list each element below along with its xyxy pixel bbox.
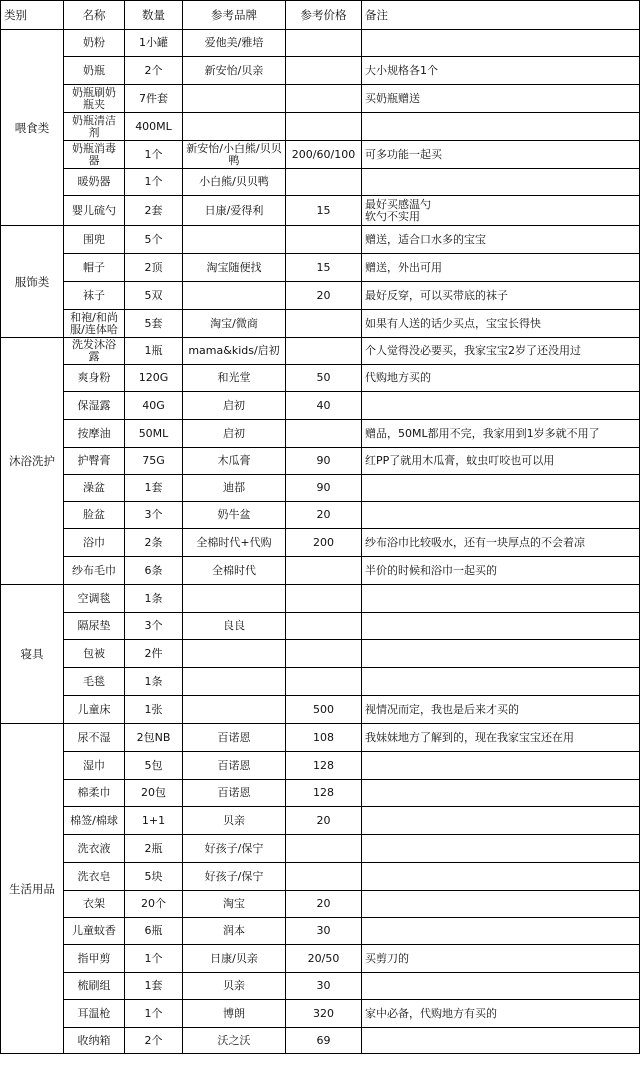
category-cell: 寝具 xyxy=(1,585,64,724)
item-brand: 爱他美/雅培 xyxy=(183,30,286,57)
item-quantity: 5块 xyxy=(125,863,183,891)
item-brand: 淘宝 xyxy=(183,891,286,918)
table-row xyxy=(1,668,640,696)
item-brand: 木瓜膏 xyxy=(183,448,286,475)
item-name: 和袍/和尚服/连体哈 xyxy=(64,310,125,338)
item-note xyxy=(362,918,640,945)
item-price: 90 xyxy=(286,448,362,475)
item-price: 20 xyxy=(286,891,362,918)
item-name: 梳刷组 xyxy=(64,973,125,1000)
table-row xyxy=(1,891,640,918)
item-brand xyxy=(183,113,286,141)
item-brand xyxy=(183,640,286,668)
item-price: 30 xyxy=(286,973,362,1000)
item-brand: 小白熊/贝贝鸭 xyxy=(183,169,286,196)
item-price: 15 xyxy=(286,254,362,282)
item-brand: 启初 xyxy=(183,392,286,420)
item-price: 20 xyxy=(286,502,362,529)
item-brand: 润本 xyxy=(183,918,286,945)
item-name: 隔尿垫 xyxy=(64,613,125,640)
item-price xyxy=(286,640,362,668)
item-brand: 贝亲 xyxy=(183,973,286,1000)
item-price xyxy=(286,226,362,254)
table-row xyxy=(1,613,640,640)
item-quantity: 1套 xyxy=(125,475,183,502)
item-brand: 淘宝随便找 xyxy=(183,254,286,282)
table-row xyxy=(1,835,640,863)
table-row xyxy=(1,365,640,392)
item-price: 50 xyxy=(286,365,362,392)
table-row xyxy=(1,945,640,973)
item-name: 包被 xyxy=(64,640,125,668)
item-price xyxy=(286,113,362,141)
item-price: 128 xyxy=(286,752,362,780)
table-row xyxy=(1,696,640,724)
item-brand: 和光堂 xyxy=(183,365,286,392)
item-quantity: 75G xyxy=(125,448,183,475)
item-name: 奶瓶刷奶瓶夹 xyxy=(64,85,125,113)
item-brand xyxy=(183,85,286,113)
item-note: 纱布浴巾比较吸水，还有一块厚点的不会着凉 xyxy=(362,529,640,557)
item-quantity: 1个 xyxy=(125,945,183,973)
item-name: 洗衣液 xyxy=(64,835,125,863)
table-row xyxy=(1,254,640,282)
item-quantity: 3个 xyxy=(125,613,183,640)
item-quantity: 1张 xyxy=(125,696,183,724)
item-price: 69 xyxy=(286,1028,362,1054)
item-name: 浴巾 xyxy=(64,529,125,557)
item-note: 最好反穿，可以买带底的袜子 xyxy=(362,282,640,310)
item-quantity: 5双 xyxy=(125,282,183,310)
item-name: 袜子 xyxy=(64,282,125,310)
item-brand: 好孩子/保宁 xyxy=(183,863,286,891)
header-brand: 参考品牌 xyxy=(183,1,286,30)
item-quantity: 20个 xyxy=(125,891,183,918)
item-price: 320 xyxy=(286,1000,362,1028)
item-name: 毛毯 xyxy=(64,668,125,696)
item-price: 20 xyxy=(286,282,362,310)
item-note: 可多功能一起买 xyxy=(362,141,640,169)
item-quantity: 2瓶 xyxy=(125,835,183,863)
table-row xyxy=(1,392,640,420)
item-quantity: 1条 xyxy=(125,668,183,696)
item-price: 20 xyxy=(286,807,362,835)
item-price xyxy=(286,557,362,585)
item-brand: 博朗 xyxy=(183,1000,286,1028)
item-quantity: 1个 xyxy=(125,141,183,169)
item-name: 奶瓶清洁剂 xyxy=(64,113,125,141)
table-row xyxy=(1,807,640,835)
item-quantity: 1个 xyxy=(125,169,183,196)
table-row xyxy=(1,529,640,557)
item-brand: 好孩子/保宁 xyxy=(183,835,286,863)
item-quantity: 1个 xyxy=(125,1000,183,1028)
item-brand xyxy=(183,585,286,613)
item-note xyxy=(362,30,640,57)
item-quantity: 2条 xyxy=(125,529,183,557)
table-row xyxy=(1,585,640,613)
table-row xyxy=(1,475,640,502)
item-note xyxy=(362,973,640,1000)
header-name: 名称 xyxy=(64,1,125,30)
table-row xyxy=(1,113,640,141)
item-name: 保湿露 xyxy=(64,392,125,420)
item-name: 收纳箱 xyxy=(64,1028,125,1054)
item-note: 赠送，适合口水多的宝宝 xyxy=(362,226,640,254)
item-note xyxy=(362,640,640,668)
table-row xyxy=(1,196,640,226)
table-body xyxy=(1,1,640,1054)
item-price: 90 xyxy=(286,475,362,502)
table-row xyxy=(1,1028,640,1054)
item-quantity: 50ML xyxy=(125,420,183,448)
item-brand: 淘宝/微商 xyxy=(183,310,286,338)
item-price: 500 xyxy=(286,696,362,724)
item-brand: 沃之沃 xyxy=(183,1028,286,1054)
item-quantity: 1套 xyxy=(125,973,183,1000)
item-price: 40 xyxy=(286,392,362,420)
table-row xyxy=(1,338,640,365)
item-name: 脸盆 xyxy=(64,502,125,529)
item-note xyxy=(362,392,640,420)
header-quantity: 数量 xyxy=(125,1,183,30)
item-note: 买奶瓶赠送 xyxy=(362,85,640,113)
category-cell: 生活用品 xyxy=(1,724,64,1054)
table-row xyxy=(1,282,640,310)
category-cell: 沐浴洗护 xyxy=(1,338,64,585)
item-price xyxy=(286,57,362,85)
item-price xyxy=(286,668,362,696)
item-quantity: 400ML xyxy=(125,113,183,141)
table-row xyxy=(1,863,640,891)
item-price: 20/50 xyxy=(286,945,362,973)
item-note xyxy=(362,169,640,196)
item-note: 买剪刀的 xyxy=(362,945,640,973)
item-name: 尿不湿 xyxy=(64,724,125,752)
item-note xyxy=(362,807,640,835)
item-quantity: 5包 xyxy=(125,752,183,780)
item-note xyxy=(362,835,640,863)
item-price xyxy=(286,585,362,613)
item-note: 最好买感温勺 软勺不实用 xyxy=(362,196,640,226)
item-quantity: 1+1 xyxy=(125,807,183,835)
item-brand: 贝亲 xyxy=(183,807,286,835)
item-name: 奶瓶消毒器 xyxy=(64,141,125,169)
item-note xyxy=(362,475,640,502)
item-brand: 良良 xyxy=(183,613,286,640)
item-brand: mama&kids/启初 xyxy=(183,338,286,365)
item-price: 15 xyxy=(286,196,362,226)
item-brand: 日康/爱得利 xyxy=(183,196,286,226)
item-price xyxy=(286,420,362,448)
item-name: 纱布毛巾 xyxy=(64,557,125,585)
table-row xyxy=(1,724,640,752)
header-category: 类别 xyxy=(1,1,64,30)
item-note xyxy=(362,863,640,891)
item-note xyxy=(362,502,640,529)
item-name: 衣架 xyxy=(64,891,125,918)
item-price: 200 xyxy=(286,529,362,557)
item-quantity: 2件 xyxy=(125,640,183,668)
table-row xyxy=(1,310,640,338)
item-brand: 奶牛盆 xyxy=(183,502,286,529)
item-note xyxy=(362,585,640,613)
item-note xyxy=(362,891,640,918)
item-brand: 百诺恩 xyxy=(183,780,286,807)
table-row xyxy=(1,918,640,945)
item-quantity: 2包NB xyxy=(125,724,183,752)
item-note: 我妹妹地方了解到的，现在我家宝宝还在用 xyxy=(362,724,640,752)
item-brand: 全棉时代+代购 xyxy=(183,529,286,557)
item-note: 半价的时候和浴巾一起买的 xyxy=(362,557,640,585)
table-row xyxy=(1,420,640,448)
item-brand: 迪鄀 xyxy=(183,475,286,502)
item-brand xyxy=(183,696,286,724)
item-quantity: 20包 xyxy=(125,780,183,807)
item-quantity: 2个 xyxy=(125,57,183,85)
item-note: 大小规格各1个 xyxy=(362,57,640,85)
item-name: 爽身粉 xyxy=(64,365,125,392)
item-name: 棉柔巾 xyxy=(64,780,125,807)
item-brand: 启初 xyxy=(183,420,286,448)
item-name: 澡盆 xyxy=(64,475,125,502)
item-quantity: 3个 xyxy=(125,502,183,529)
item-price xyxy=(286,169,362,196)
item-quantity: 1条 xyxy=(125,585,183,613)
item-name: 指甲剪 xyxy=(64,945,125,973)
item-price: 200/60/100 xyxy=(286,141,362,169)
table-row xyxy=(1,57,640,85)
item-quantity: 1瓶 xyxy=(125,338,183,365)
header-row xyxy=(1,1,640,30)
item-name: 湿巾 xyxy=(64,752,125,780)
item-quantity: 1小罐 xyxy=(125,30,183,57)
item-brand: 全棉时代 xyxy=(183,557,286,585)
table-row xyxy=(1,448,640,475)
item-brand: 日康/贝亲 xyxy=(183,945,286,973)
item-name: 空调毯 xyxy=(64,585,125,613)
item-note xyxy=(362,113,640,141)
item-quantity: 2顶 xyxy=(125,254,183,282)
item-price: 30 xyxy=(286,918,362,945)
item-quantity: 40G xyxy=(125,392,183,420)
item-price xyxy=(286,835,362,863)
item-quantity: 2套 xyxy=(125,196,183,226)
item-note xyxy=(362,613,640,640)
item-quantity: 5套 xyxy=(125,310,183,338)
item-price xyxy=(286,30,362,57)
item-note xyxy=(362,780,640,807)
table-row xyxy=(1,557,640,585)
item-brand xyxy=(183,282,286,310)
item-name: 帽子 xyxy=(64,254,125,282)
item-quantity: 7件套 xyxy=(125,85,183,113)
table-row xyxy=(1,1000,640,1028)
item-brand: 百诺恩 xyxy=(183,752,286,780)
table-row xyxy=(1,640,640,668)
item-note xyxy=(362,668,640,696)
item-name: 暖奶器 xyxy=(64,169,125,196)
item-note: 视情况而定，我也是后来才买的 xyxy=(362,696,640,724)
item-note: 赠品，50ML都用不完，我家用到1岁多就不用了 xyxy=(362,420,640,448)
item-brand xyxy=(183,668,286,696)
item-price xyxy=(286,863,362,891)
item-name: 奶粉 xyxy=(64,30,125,57)
item-brand: 新安怡/小白熊/贝贝鸭 xyxy=(183,141,286,169)
item-price xyxy=(286,85,362,113)
table-row xyxy=(1,226,640,254)
item-note: 个人觉得没必要买，我家宝宝2岁了还没用过 xyxy=(362,338,640,365)
item-brand xyxy=(183,226,286,254)
item-price: 108 xyxy=(286,724,362,752)
item-quantity: 6条 xyxy=(125,557,183,585)
table-row xyxy=(1,973,640,1000)
table-row xyxy=(1,780,640,807)
category-cell: 喂食类 xyxy=(1,30,64,226)
item-brand: 百诺恩 xyxy=(183,724,286,752)
table-row xyxy=(1,30,640,57)
item-brand: 新安怡/贝亲 xyxy=(183,57,286,85)
category-cell: 服饰类 xyxy=(1,226,64,338)
item-price: 128 xyxy=(286,780,362,807)
table-row xyxy=(1,502,640,529)
item-name: 奶瓶 xyxy=(64,57,125,85)
item-quantity: 6瓶 xyxy=(125,918,183,945)
header-note: 备注 xyxy=(362,1,640,30)
item-name: 耳温枪 xyxy=(64,1000,125,1028)
item-price xyxy=(286,338,362,365)
item-price xyxy=(286,310,362,338)
item-name: 儿童蚊香 xyxy=(64,918,125,945)
item-name: 洗衣皂 xyxy=(64,863,125,891)
item-quantity: 5个 xyxy=(125,226,183,254)
item-name: 围兜 xyxy=(64,226,125,254)
header-price: 参考价格 xyxy=(286,1,362,30)
item-quantity: 2个 xyxy=(125,1028,183,1054)
item-name: 棉签/棉球 xyxy=(64,807,125,835)
item-name: 按摩油 xyxy=(64,420,125,448)
item-name: 护臀膏 xyxy=(64,448,125,475)
item-note xyxy=(362,752,640,780)
table-row xyxy=(1,169,640,196)
table-row xyxy=(1,85,640,113)
item-name: 洗发沐浴露 xyxy=(64,338,125,365)
item-note: 红PP了就用木瓜膏，蚊虫叮咬也可以用 xyxy=(362,448,640,475)
item-name: 儿童床 xyxy=(64,696,125,724)
item-price xyxy=(286,613,362,640)
table-row xyxy=(1,141,640,169)
item-note xyxy=(362,1028,640,1054)
item-note: 家中必备，代购地方有买的 xyxy=(362,1000,640,1028)
item-note: 代购地方买的 xyxy=(362,365,640,392)
item-quantity: 120G xyxy=(125,365,183,392)
item-name: 婴儿硫勺 xyxy=(64,196,125,226)
table-row xyxy=(1,752,640,780)
item-note: 如果有人送的话少买点，宝宝长得快 xyxy=(362,310,640,338)
item-note: 赠送，外出可用 xyxy=(362,254,640,282)
